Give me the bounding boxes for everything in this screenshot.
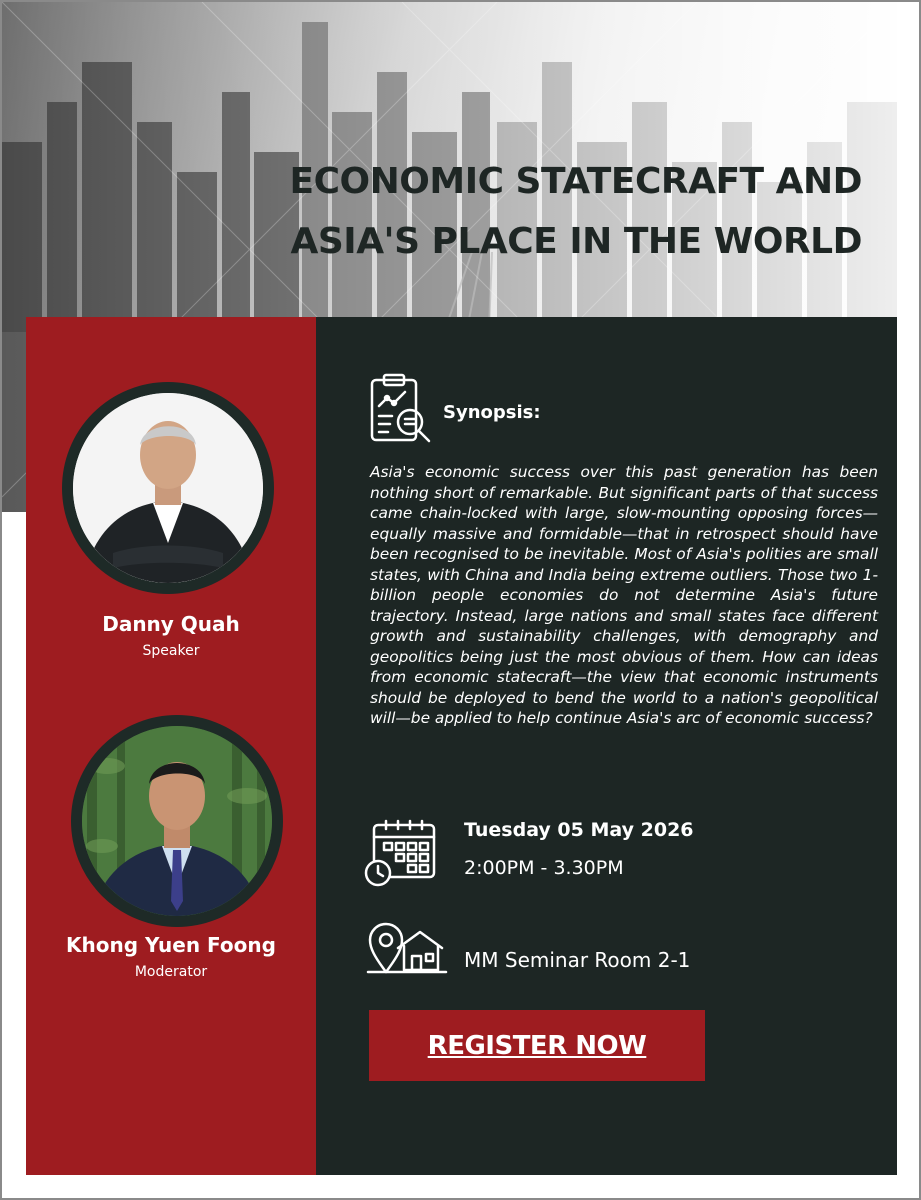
moderator-role: Moderator [134,964,208,980]
clipboard-chart-magnifier-icon [368,372,434,446]
speaker-photo-danny-quah [62,382,274,594]
event-title: ECONOMIC STATECRAFT AND ASIA'S PLACE IN THE WORLD [289,161,862,262]
synopsis-text: Asia's economic success over this past generation has been nothing short of remarkable. But significant parts of that success came chain-locked with large, slow-mounting opposing forces—equally massive and formidable—that in retrospect should have been recognised to be inevitable. Most of Asia's polities are small states, with China and India being extreme outliers. Those two 1-billion people economies do not determine Asia's future trajectory. Instead, large nations and small states face different growth and sustainability challenges, with demography and geopolitics being just the most obvious of them. How can ideas from economic statecraft—the view that economic instruments should be deployed to bend the world to a nation's geopolitical will—be applied to help continue Asia's arc of economic success? [370,463,878,727]
event-time: 2:00PM - 3.30PM [464,857,624,879]
speaker-role: Speaker [142,643,200,659]
moderator-name: Khong Yuen Foong [66,933,276,957]
location-pin-house-icon [366,920,448,976]
moderator-photo-khong-yuen-foong [71,715,283,927]
speaker-name: Danny Quah [102,612,240,636]
event-venue: MM Seminar Room 2-1 [464,948,691,972]
event-date: Tuesday 05 May 2026 [464,819,694,841]
calendar-clock-icon [364,819,438,889]
synopsis-heading: Synopsis: [443,402,541,423]
register-now-button[interactable]: REGISTER NOW [369,1010,705,1081]
